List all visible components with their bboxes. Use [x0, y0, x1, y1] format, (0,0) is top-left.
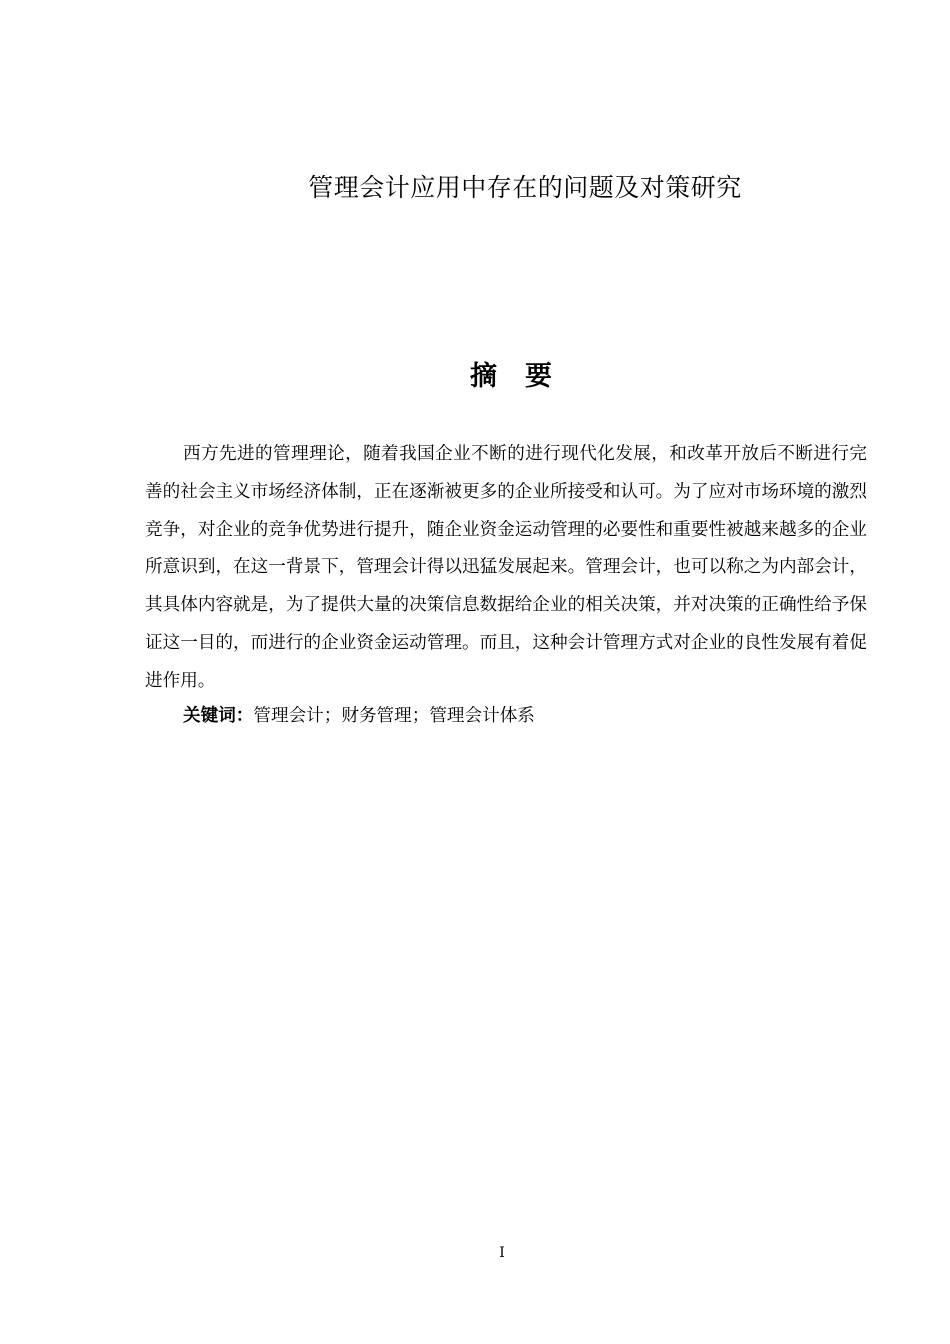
keywords-value: 管理会计；财务管理；管理会计体系: [253, 706, 535, 726]
document-title: 管理会计应用中存在的问题及对策研究: [308, 173, 742, 202]
page-number: I: [499, 1245, 505, 1261]
abstract-body: 西方先进的管理理论，随着我国企业不断的进行现代化发展，和改革开放后不断进行完善的社会主义市场经济体制，正在逐渐被更多的企业所接受和认可。为了应对市场环境的激烈竞争，对企业的竞争优势进行提升，随企业资金运动管理的必要性和重要性被越来越多的企业所意识到，在这一背景下，管理会计得以迅猛发展起来。管理会计，也可以称之为内部会计，其具体内容就是，为了提供大量的决策信息数据给企业的相关决策，并对决策的正确性给予保证这一目的，而进行的企业资金运动管理。而且，这种会计管理方式对企业的良性发展有着促进作用。: [145, 444, 867, 691]
abstract-heading: 摘要: [470, 361, 580, 392]
keywords-line: [145, 698, 867, 736]
keywords-label: 关键词：: [183, 706, 254, 726]
